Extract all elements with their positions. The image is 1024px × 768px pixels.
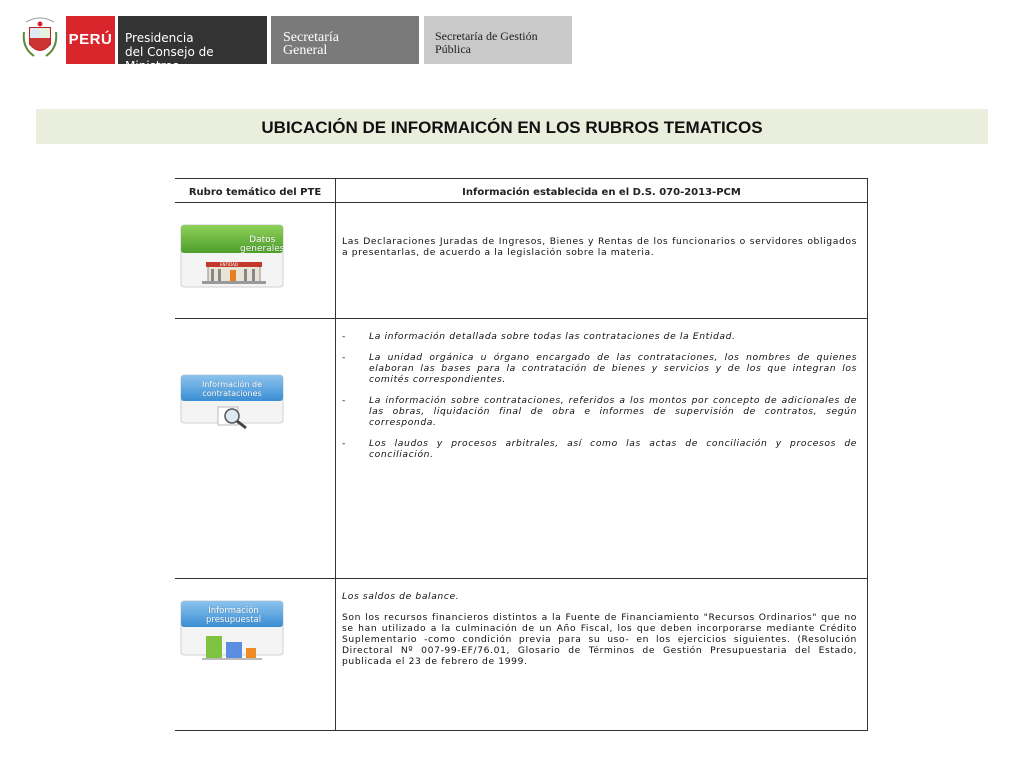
informacion-contrataciones-icon [180, 374, 284, 430]
presupuestal-label [206, 607, 261, 625]
table-border-bottom [175, 730, 868, 731]
column-header-rubro: Rubro temático del PTE [188, 187, 322, 198]
datos-generales-label [240, 236, 284, 254]
table-row-divider [175, 578, 868, 579]
entidad-label: ENTIDAD [220, 262, 238, 267]
table-column-divider [335, 178, 336, 731]
list-item: - La unidad orgánica u órgano encargado de las contrataciones, los nombres de quienes elaboran las bases para la contratación de bienes y servicios y de los que integran los comités correspondientes. [342, 352, 857, 385]
icon-label-line1: Información de [201, 380, 263, 389]
icon-label-line1: Información [208, 606, 259, 616]
sg-line2: General [283, 43, 328, 58]
peru-logo: PERÚ [66, 16, 115, 64]
row2-description [342, 331, 857, 470]
icon-label-line2: contrataciones [202, 389, 262, 398]
row3-para1: Los saldos de balance. [342, 591, 460, 602]
bullet-text: La información detallada sobre todas las contrataciones de la Entidad. [369, 331, 736, 342]
column-header-informacion: Información establecida en el D.S. 070-2013-PCM [462, 187, 741, 198]
row2-bullet-list [342, 331, 857, 460]
page-title: UBICACIÓN DE INFORMAICÓN EN LOS RUBROS TEMATICOS [36, 109, 988, 144]
pcm-line1: Presidencia [125, 31, 194, 45]
icon-label-line1: Datos [249, 235, 276, 245]
header-bar [0, 0, 1024, 73]
pcm-logo [118, 16, 267, 73]
sg-line1: Secretaría [283, 30, 339, 45]
pcm-line2: del Consejo de Ministros [125, 45, 214, 73]
bullet-text: La información sobre contrataciones, referidos a los montos por concepto de adicionales de las obras, liquidación final de obra e informes de supervisión de contratos, según corresponda. [369, 395, 857, 428]
list-item: - La información sobre contrataciones, referidos a los montos por concepto de adicionales de las obras, liquidación final de obra e informes de supervisión de contratos, según corresponda. [342, 395, 857, 428]
bullet-text: Los laudos y procesos arbitrales, así como las actas de conciliación y procesos de conciliación. [369, 438, 857, 460]
table-header-divider [175, 202, 868, 203]
icon-label-line2: generales [240, 244, 285, 254]
row3-para2: Son los recursos financieros distintos a la Fuente de Financiamiento "Recursos Ordinarios" que no se han utilizado a la culminación de un Año Fiscal, los que deben incorporarse mediante Crédito Suplementario -como condición previa para su uso- en los ejercicios siguientes. (Resolución Directoral Nº 007-99-EF/76.01, Glosario de Términos de Gestión Presupuestaria del Estado, publicada el 23 de febrero de 1999. [342, 612, 857, 667]
list-item: - La información detallada sobre todas las contrataciones de la Entidad. [342, 331, 736, 342]
table-border-top [175, 178, 868, 179]
secretaria-general-logo [271, 16, 419, 64]
bullet-text: La unidad orgánica u órgano encargado de las contrataciones, los nombres de quienes elaboran las bases para la contratación de bienes y servicios y de los que integran los comités correspondientes. [369, 352, 857, 385]
list-item: - Los laudos y procesos arbitrales, así como las actas de conciliación y procesos de conciliación. [342, 438, 857, 460]
sgp-line1: Secretaría de Gestión [435, 29, 538, 43]
datos-generales-icon [180, 224, 284, 290]
row1-description: Las Declaraciones Juradas de Ingresos, Bienes y Rentas de los funcionarios o servidores obligados a presentarlas, de acuerdo a la legislación sobre la materia. [342, 236, 857, 258]
table-border-right [867, 178, 868, 731]
secretaria-gestion-publica-logo [424, 16, 572, 64]
rubros-table [175, 178, 868, 731]
icon-label-line2: presupuestal [206, 615, 262, 625]
row3-description [342, 591, 857, 677]
informacion-presupuestal-icon [180, 600, 284, 662]
peru-coat-of-arms-icon [20, 14, 60, 64]
sgp-line2: Pública [435, 42, 471, 56]
contrataciones-label [186, 380, 278, 398]
table-row-divider [175, 318, 868, 319]
